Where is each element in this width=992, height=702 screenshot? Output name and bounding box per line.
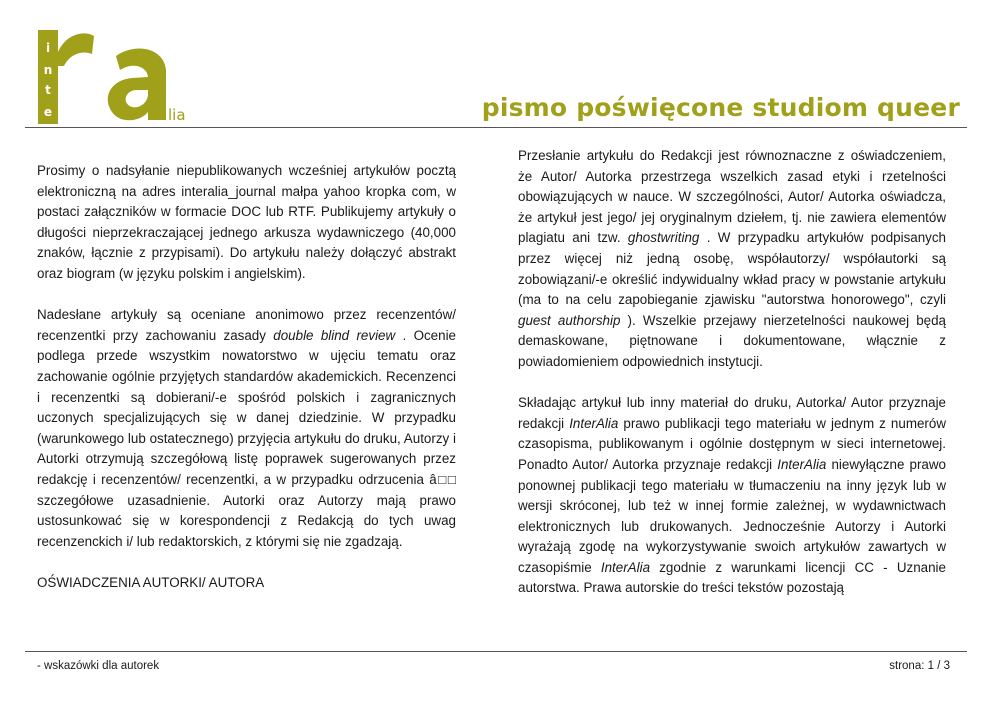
journal-tagline: pismo poświęcone studiom queer [481,93,960,122]
review-text-a: Nadesłane artykuły są oceniane anonimowo przez recenzentów/ recenzentki przy zachowaniu zasady [37,307,456,343]
footer-divider [25,651,967,652]
logo-letter-n: n [43,63,53,77]
interalia-logo [36,22,186,132]
license-text-c: niewyłączne prawo ponownej publikacji tego materiału w tłumaczeniu na inny język lub w wersji skróconej, lub też w innej formie zależnej, w wydawnictwach elektronicznych lub drukowanych. Jednocześnie Autorzy i Autorki wyrażają zgodę na wykorzystywanie swoich artykułów zawartych w czasopiśmie [518,456,946,575]
ethics-text-b: . W przypadku artykułów podpisanych przez więcej niż jedną osobę, współautorzy/ współautorki są zobowiązani/-e określić indywidualny wkład pracy w powstanie artykułu (ma to na celu zapobieganie zjawisku "autorstwa honorowego", czyli [518,230,946,308]
license-text-b: prawo publikacji tego materiału w jednym z numerów czasopisma, publikowanym i ogólnie dostępnym w sieci internetowej. Ponadto Autor/ Autorka przyznaje redakcji [518,415,946,472]
logo-big-letters: ra [36,22,37,23]
logo-suffix: lia [168,106,186,124]
license-journal-name-2: InterAlia [777,456,827,472]
logo-letter-t: t [45,83,51,97]
ethics-paragraph [518,146,946,373]
license-text-a: Składając artykuł lub inny materiał do druku, Autorka/ Autor przyznaje redakcji [518,395,946,431]
declarations-heading: OŚWIADCZENIA AUTORKI/ AUTORA [37,574,265,590]
ethics-text-c: ). Wszelkie przejawy nierzetelności naukowej będą demaskowane, piętnowane i dokumentowane, włącznie z powiadomieniem odpowiednich instytucji. [518,312,946,369]
right-column [518,146,946,599]
logo-letter-i: i [45,41,51,55]
page-number: strona: 1 / 3 [889,660,950,672]
submission-paragraph: Prosimy o nadsyłanie niepublikowanych wcześniej artykułów pocztą elektroniczną na adres interalia_journal małpa yahoo kropka com, w postaci załączników w formacie DOC lub RTF. Publikujemy artykuły o długości nieprzekraczającej jednego arkusza wydawniczego (40,000 znaków, łącznie z przypisami). Do artykułu należy dołączyć abstrakt oraz biogram (w języku polskim i angielskim). [37,163,456,281]
ethics-term-guest-authorship: guest authorship [518,312,621,328]
review-text-b: . Ocenie podlega przede wszystkim nowatorstwo w ujęciu tematu oraz zachowanie ogólnie przyjętych standardów akademickich. Recenzenci i recenzentki są dobierani/-e spośród polskich i zagranicznych uczonych specjalizujących się w danej dziedzinie. W przypadku (warunkowego lub ostatecznego) przyjęcia artykułu do druku, Autorzy i Autorki otrzymują szczegółową listę poprawek sugerowanych przez redakcję i recenzentów/ recenzentki, a w przypadku odrzucenia â□□ szczegółowe uzasadnienie. Autorki oraz Autorzy mają prawo ustosunkować się w korespondencji z Redakcją do tych uwag recenzenckich i/ lub redaktorskich, z którymi się nie zgadzają. [37,327,456,549]
license-journal-name-3: InterAlia [600,559,651,575]
header-divider [25,127,967,128]
footer-section-title: - wskazówki dla autorek [37,660,160,672]
ethics-term-ghostwriting: ghostwriting [627,230,700,246]
license-paragraph [518,393,946,599]
review-paragraph [37,305,456,552]
page-header [0,0,992,130]
review-term: double blind review [273,327,396,343]
license-journal-name-1: InterAlia [569,415,619,431]
logo-letter-e: e [43,105,53,119]
left-column [37,161,456,593]
license-text-d: zgodnie z warunkami licencji CC - Uznanie autorstwa. Prawa autorskie do treści tekstów pozostają [518,559,946,596]
ethics-text-a: Przesłanie artykułu do Redakcji jest równoznaczne z oświadczeniem, że Autor/ Autorka przestrzega wszelkich zasad etyki i rzetelności obowiązujących w nauce. W szczególności, Autor/ Autorka oświadcza, że artykuł jest jego/ jej oryginalnym dziełem, tj. nie zawiera elementów plagiatu ani tzw. [518,148,946,246]
